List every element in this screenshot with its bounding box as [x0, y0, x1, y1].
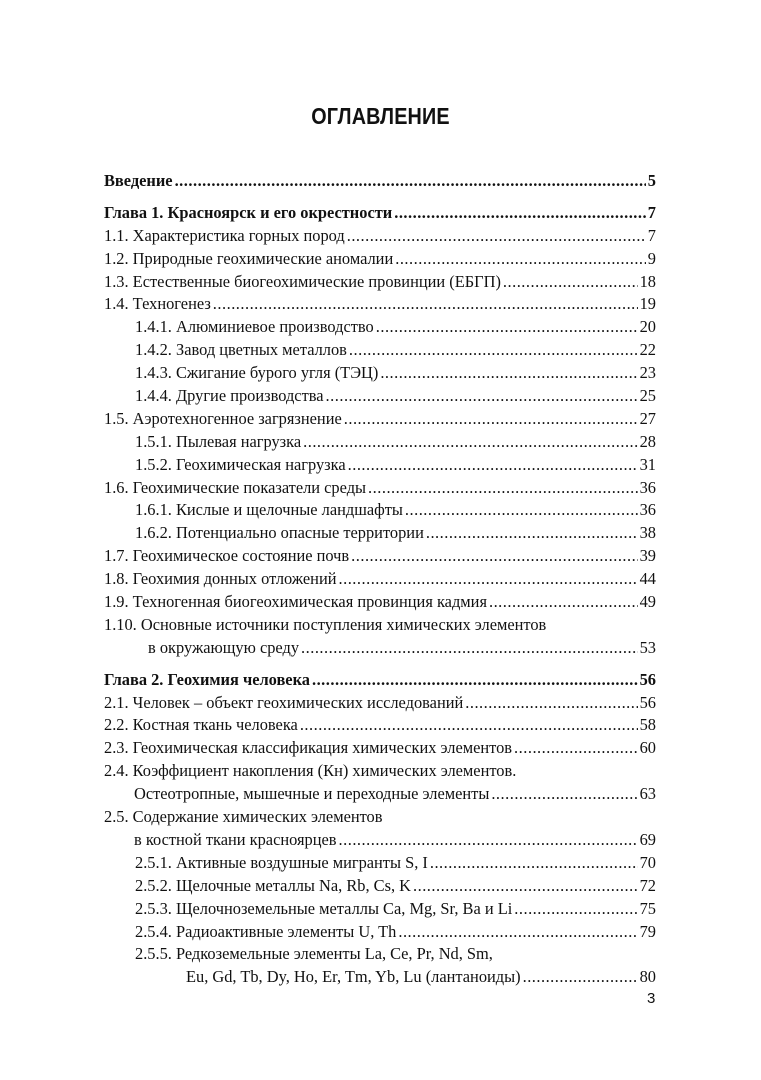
toc-entry-1-4-2[interactable] — [104, 339, 656, 362]
toc-entry-page: 23 — [639, 363, 656, 383]
toc-entry-page: 49 — [639, 592, 656, 612]
dot-leader — [368, 477, 638, 500]
toc-entry-2-1[interactable] — [104, 692, 656, 715]
toc-entry-page: 7 — [647, 202, 656, 222]
toc-entry-label: 2.3. Геохимическая классификация химических элементов — [104, 738, 513, 758]
toc-entry-label: 1.6.2. Потенциально опасные территории — [135, 523, 424, 543]
dot-leader — [303, 431, 637, 454]
toc-entry-label: Остеотропные, мышечные и переходные элементы — [134, 784, 490, 804]
dot-leader — [344, 408, 638, 431]
toc-entry-label: 1.4.3. Сжигание бурого угля (ТЭЦ) — [135, 363, 379, 383]
dot-leader — [376, 316, 638, 339]
dot-leader — [503, 271, 638, 294]
toc-entry-chapter-1[interactable] — [104, 202, 656, 225]
toc-entry-label: в окружающую среду — [148, 637, 300, 657]
dot-leader — [398, 921, 637, 944]
toc-entry-label: 1.6. Геохимические показатели среды — [104, 477, 367, 497]
toc-entry-1-5-1[interactable] — [104, 431, 656, 454]
toc-entry-2-4[interactable] — [104, 760, 656, 783]
toc-entry-label: 1.8. Геохимия донных отложений — [104, 569, 337, 589]
toc-entry-1-6-1[interactable] — [104, 499, 656, 522]
dot-leader — [213, 293, 638, 316]
table-of-contents — [104, 170, 656, 989]
toc-entry-label: Глава 1. Красноярск и его окрестности — [104, 202, 393, 222]
toc-entry-label: в костной ткани красноярцев — [134, 829, 337, 849]
toc-entry-page: 70 — [639, 852, 656, 872]
dot-leader — [394, 202, 646, 225]
toc-entry-page: 60 — [639, 738, 656, 758]
toc-entry-label: 2.5.4. Радиоактивные элементы U, Th — [135, 921, 397, 941]
toc-entry-label: 2.5.2. Щелочные металлы Na, Rb, Cs, K — [135, 875, 412, 895]
toc-entry-1-5[interactable] — [104, 408, 656, 431]
toc-entry-1-3[interactable] — [104, 271, 656, 294]
toc-entry-2-5-5-continued[interactable] — [104, 966, 656, 989]
dot-leader — [489, 591, 638, 614]
dot-leader — [326, 385, 638, 408]
toc-entry-label: 1.5.1. Пылевая нагрузка — [135, 431, 302, 451]
toc-entry-label: 2.5.3. Щелочноземельные металлы Ca, Mg, Sr, Ba и Li — [135, 898, 513, 918]
toc-entry-page: 56 — [639, 692, 656, 712]
toc-entry-label: 1.6.1. Кислые и щелочные ландшафты — [135, 500, 403, 520]
toc-entry-2-5-4[interactable] — [104, 921, 656, 944]
toc-entry-1-10[interactable] — [104, 614, 656, 637]
toc-entry-1-4-1[interactable] — [104, 316, 656, 339]
toc-entry-label: 2.5.1. Активные воздушные мигранты S, I — [135, 852, 428, 872]
toc-entry-1-8[interactable] — [104, 568, 656, 591]
toc-entry-2-4-continued[interactable] — [104, 783, 656, 806]
toc-entry-label: 1.2. Природные геохимические аномалии — [104, 248, 394, 268]
toc-entry-1-6[interactable] — [104, 477, 656, 500]
toc-entry-2-5-5[interactable] — [104, 943, 656, 966]
toc-entry-label: 2.4. Коэффициент накопления (Кн) химических элементов. — [104, 761, 517, 781]
toc-entry-label: 1.9. Техногенная биогеохимическая провинция кадмия — [104, 592, 487, 612]
toc-entry-1-4-4[interactable] — [104, 385, 656, 408]
dot-leader — [491, 783, 637, 806]
toc-entry-label: 2.5. Содержание химических элементов — [104, 807, 383, 827]
toc-entry-2-5-continued[interactable] — [104, 829, 656, 852]
dot-leader — [339, 829, 638, 852]
toc-entry-1-4[interactable] — [104, 293, 656, 316]
toc-entry-page: 75 — [639, 898, 656, 918]
toc-entry-2-3[interactable] — [104, 737, 656, 760]
dot-leader — [300, 714, 638, 737]
toc-entry-page: 63 — [639, 784, 656, 804]
dot-leader — [405, 499, 638, 522]
toc-entry-label: 1.4.4. Другие производства — [135, 386, 324, 406]
toc-entry-page: 19 — [639, 294, 656, 314]
toc-entry-page: 72 — [639, 875, 656, 895]
toc-entry-1-5-2[interactable] — [104, 454, 656, 477]
toc-entry-label: 1.4.1. Алюминиевое производство — [135, 317, 374, 337]
toc-entry-page: 18 — [639, 271, 656, 291]
toc-entry-2-5-3[interactable] — [104, 898, 656, 921]
toc-entry-page: 58 — [639, 715, 656, 735]
toc-entry-1-2[interactable] — [104, 248, 656, 271]
toc-entry-label: Глава 2. Геохимия человека — [104, 669, 310, 689]
toc-entry-label: Eu, Gd, Tb, Dy, Ho, Er, Tm, Yb, Lu (лантаноиды) — [186, 967, 521, 987]
dot-leader — [349, 339, 638, 362]
toc-entry-page: 28 — [639, 431, 656, 451]
toc-entry-label: 1.3. Естественные биогеохимические провинции (ЕБГП) — [104, 271, 501, 291]
page-number: 3 — [647, 990, 656, 1007]
dot-leader — [351, 545, 637, 568]
dot-leader — [465, 692, 637, 715]
toc-entry-label: 1.10. Основные источники поступления химических элементов — [104, 614, 547, 634]
toc-entry-page: 25 — [639, 386, 656, 406]
toc-entry-2-2[interactable] — [104, 714, 656, 737]
dot-leader — [430, 852, 638, 875]
dot-leader — [175, 170, 646, 193]
toc-entry-page: 69 — [639, 829, 656, 849]
toc-entry-label: 1.4. Техногенез — [104, 294, 211, 314]
dot-leader — [301, 637, 638, 660]
toc-entry-1-4-3[interactable] — [104, 362, 656, 385]
toc-entry-page: 22 — [639, 340, 656, 360]
toc-entry-page: 36 — [639, 500, 656, 520]
toc-entry-1-1[interactable] — [104, 225, 656, 248]
dot-leader — [312, 669, 638, 692]
toc-entry-label: 1.5.2. Геохимическая нагрузка — [135, 454, 346, 474]
toc-entry-page: 20 — [639, 317, 656, 337]
toc-entry-page: 9 — [647, 248, 656, 268]
toc-entry-1-6-2[interactable] — [104, 522, 656, 545]
dot-leader — [413, 875, 638, 898]
dot-leader — [514, 737, 638, 760]
toc-entry-label: 2.5.5. Редкоземельные элементы La, Ce, Pr, Nd, Sm, — [135, 944, 493, 964]
toc-entry-1-10-continued[interactable] — [104, 637, 656, 660]
toc-entry-label: Введение — [104, 171, 173, 190]
toc-entry-2-5-1[interactable] — [104, 852, 656, 875]
toc-entry-2-5[interactable] — [104, 806, 656, 829]
dot-leader — [348, 454, 638, 477]
dot-leader — [395, 248, 646, 271]
toc-entry-page: 44 — [639, 569, 656, 589]
toc-entry-page: 79 — [639, 921, 656, 941]
toc-entry-label: 1.5. Аэротехногенное загрязнение — [104, 408, 342, 428]
toc-entry-page: 27 — [639, 408, 656, 428]
toc-entry-page: 7 — [647, 225, 656, 245]
dot-leader — [514, 898, 637, 921]
toc-entry-label: 2.2. Костная ткань человека — [104, 715, 298, 735]
toc-entry-page: 5 — [647, 171, 656, 190]
toc-entry-page: 39 — [639, 546, 656, 566]
toc-entry-page: 80 — [639, 967, 656, 987]
toc-entry-introduction[interactable] — [104, 170, 656, 193]
toc-entry-label: 1.1. Характеристика горных пород — [104, 225, 345, 245]
dot-leader — [523, 966, 638, 989]
toc-entry-1-9[interactable] — [104, 591, 656, 614]
toc-entry-label: 1.7. Геохимическое состояние почв — [104, 546, 350, 566]
toc-entry-2-5-2[interactable] — [104, 875, 656, 898]
toc-entry-page: 53 — [639, 637, 656, 657]
dot-leader — [339, 568, 638, 591]
toc-entry-label: 2.1. Человек – объект геохимических исследований — [104, 692, 464, 712]
dot-leader — [426, 522, 638, 545]
toc-entry-chapter-2[interactable] — [104, 669, 656, 692]
toc-entry-page: 38 — [639, 523, 656, 543]
dot-leader — [380, 362, 637, 385]
toc-entry-label: 1.4.2. Завод цветных металлов — [135, 340, 347, 360]
toc-entry-1-7[interactable] — [104, 545, 656, 568]
toc-entry-page: 56 — [639, 669, 656, 689]
page-title: ОГЛАВЛЕНИЕ — [311, 103, 450, 129]
toc-entry-page: 31 — [639, 454, 656, 474]
toc-entry-page: 36 — [639, 477, 656, 497]
dot-leader — [347, 225, 646, 248]
